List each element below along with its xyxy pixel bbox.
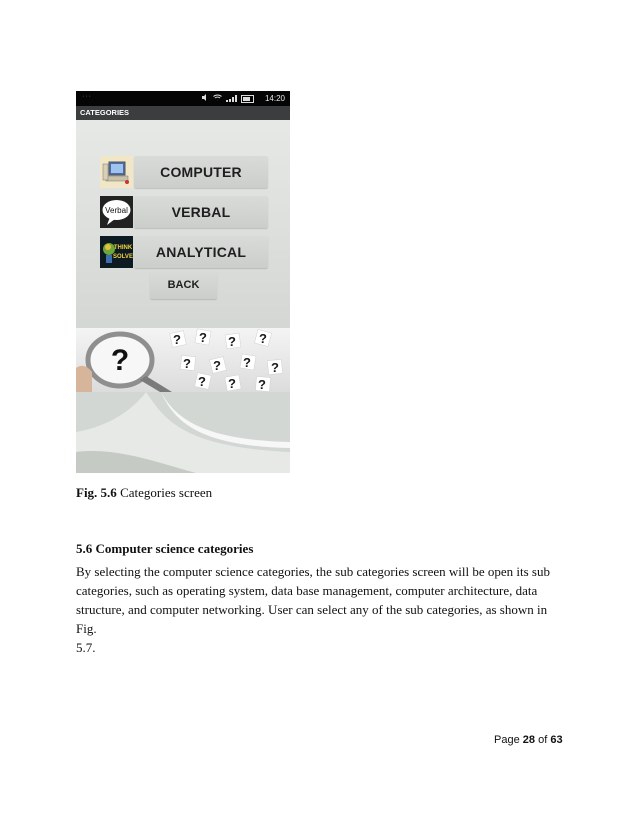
- banner-question-mark: ?: [110, 344, 130, 377]
- body-line: 5.7.: [76, 640, 96, 655]
- solve-thumb-text: SOLVE: [113, 254, 133, 260]
- svg-text:?: ?: [213, 358, 221, 373]
- svg-text:?: ?: [271, 360, 279, 375]
- think-solve-icon: [100, 236, 133, 268]
- figure-number: Fig. 5.6: [76, 485, 117, 500]
- page-total: 63: [550, 734, 563, 746]
- app-bar-title: CATEGORIES: [76, 106, 290, 120]
- signal-icon: [226, 95, 237, 102]
- mute-icon: [201, 94, 209, 103]
- category-row-verbal: [100, 196, 268, 228]
- body-line: structure, and computer networking. User can select any of the sub categories, as shown in Fig.: [76, 602, 548, 636]
- page-number: [494, 734, 563, 746]
- status-bar: [76, 91, 290, 106]
- svg-text:?: ?: [228, 376, 236, 391]
- body-paragraph: [76, 562, 556, 657]
- category-row-computer: [100, 156, 268, 188]
- section-heading: 5.6 Computer science categories: [76, 541, 254, 556]
- wave-background: [76, 392, 290, 473]
- page-current: 28: [522, 734, 536, 746]
- wifi-icon: [213, 94, 222, 103]
- verbal-thumb-text: Verbal: [105, 206, 128, 215]
- figure-caption: [76, 485, 212, 501]
- status-time: 14:20: [264, 94, 285, 103]
- svg-text:?: ?: [228, 334, 236, 349]
- svg-text:?: ?: [198, 374, 206, 389]
- back-button[interactable]: BACK: [150, 271, 217, 299]
- svg-text:?: ?: [258, 377, 266, 392]
- verbal-category-button[interactable]: VERBAL: [134, 196, 268, 228]
- think-thumb-text: THINK: [113, 245, 133, 251]
- computer-category-button[interactable]: COMPUTER: [134, 156, 268, 188]
- page-prefix: Page: [494, 734, 520, 746]
- page-separator: of: [538, 734, 548, 746]
- question-mark-banner: [76, 328, 290, 392]
- body-line: categories, such as operating system, data base management, computer architecture, data: [76, 583, 538, 598]
- app-screenshot: [76, 91, 290, 473]
- category-row-analytical: [100, 236, 268, 268]
- battery-icon: [241, 95, 254, 103]
- speech-bubble-icon: [100, 196, 133, 228]
- notification-dots-icon: ···: [82, 93, 92, 100]
- svg-text:?: ?: [243, 355, 251, 370]
- svg-text:?: ?: [173, 332, 181, 347]
- figure-caption-text: Categories screen: [120, 485, 213, 500]
- analytical-category-button[interactable]: ANALYTICAL: [134, 236, 268, 268]
- svg-text:?: ?: [199, 330, 207, 345]
- svg-text:?: ?: [259, 331, 267, 346]
- body-line: By selecting the computer science categories, the sub categories screen will be open its sub: [76, 564, 550, 579]
- computer-icon: [100, 156, 133, 188]
- svg-text:?: ?: [183, 356, 191, 371]
